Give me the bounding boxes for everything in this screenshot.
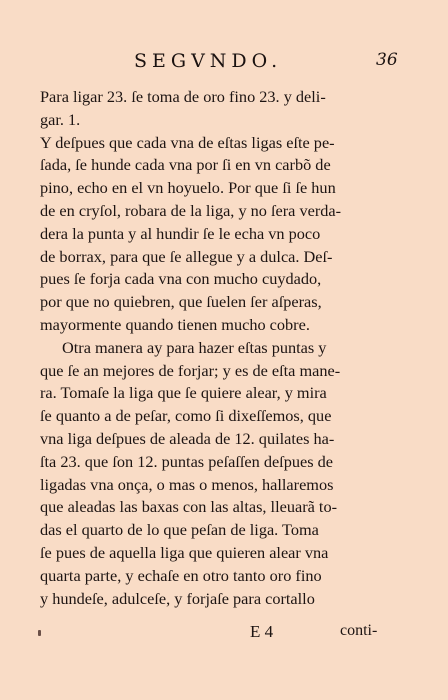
catchword: conti-	[340, 622, 378, 639]
text-line: que ſe an mejores de forjar; y es de eſta mane-	[40, 360, 341, 380]
text-line: Para ligar 23. ſe toma de oro fino 23. y deli-	[40, 87, 326, 106]
text-line: ſada, ſe hunde cada vna por ſi en vn carbõ de	[40, 155, 331, 175]
text-line: dera la punta y al hundir ſe le echa vn poco	[40, 223, 321, 243]
text-line: y hundeſe, adulceſe, y forjaſe para cortallo	[40, 588, 315, 608]
text-line: ſe quanto a de peſar, como ſi dixeſſemos, que	[40, 406, 332, 426]
ink-speck	[38, 630, 41, 636]
text-line: Y deſpues que cada vna de eſtas ligas eſte pe-	[40, 132, 335, 152]
text-line: quarta parte, y echaſe en otro tanto oro fino	[40, 565, 322, 585]
paragraph-start-line: Otra manera ay para hazer eſtas puntas y	[62, 337, 327, 357]
text-line: mayormente quando tienen mucho cobre.	[40, 314, 310, 334]
text-line: pues ſe forja cada vna con mucho cuydado,	[40, 269, 322, 289]
text-line: gar. 1.	[40, 109, 81, 129]
text-line: que aleadas las baxas con las altas, lleuarã to-	[40, 497, 338, 517]
signature-mark: E 4	[250, 622, 274, 641]
text-line: ſta 23. que ſon 12. puntas peſaſſen deſpues de	[40, 451, 333, 471]
page-footer	[0, 620, 448, 646]
text-line: por que no quiebren, que ſuelen ſer aſperas,	[40, 292, 322, 312]
text-line: ra. Tomaſe la liga que ſe quiere alear, y mira	[40, 383, 327, 403]
text-line: ligadas vna onça, o mas o menos, hallaremos	[40, 474, 334, 494]
running-title: SEGVNDO.	[134, 50, 283, 72]
page-number: 36	[376, 50, 398, 70]
text-line: ſe pues de aquella liga que quieren alear vna	[40, 542, 329, 562]
text-line: de borrax, para que ſe allegue y a dulca. Deſ-	[40, 246, 333, 266]
text-line: de en cryſol, robara de la liga, y no ſera verda-	[40, 200, 342, 220]
text-line: das el quarto de lo que peſan de liga. Toma	[40, 520, 319, 540]
text-line: pino, echo en el vn hoyuelo. Por que ſi ſe hun	[40, 178, 336, 198]
running-head	[0, 48, 448, 78]
text-line: vna liga deſpues de aleada de 12. quilates ha-	[40, 428, 335, 448]
body-text	[40, 86, 398, 610]
